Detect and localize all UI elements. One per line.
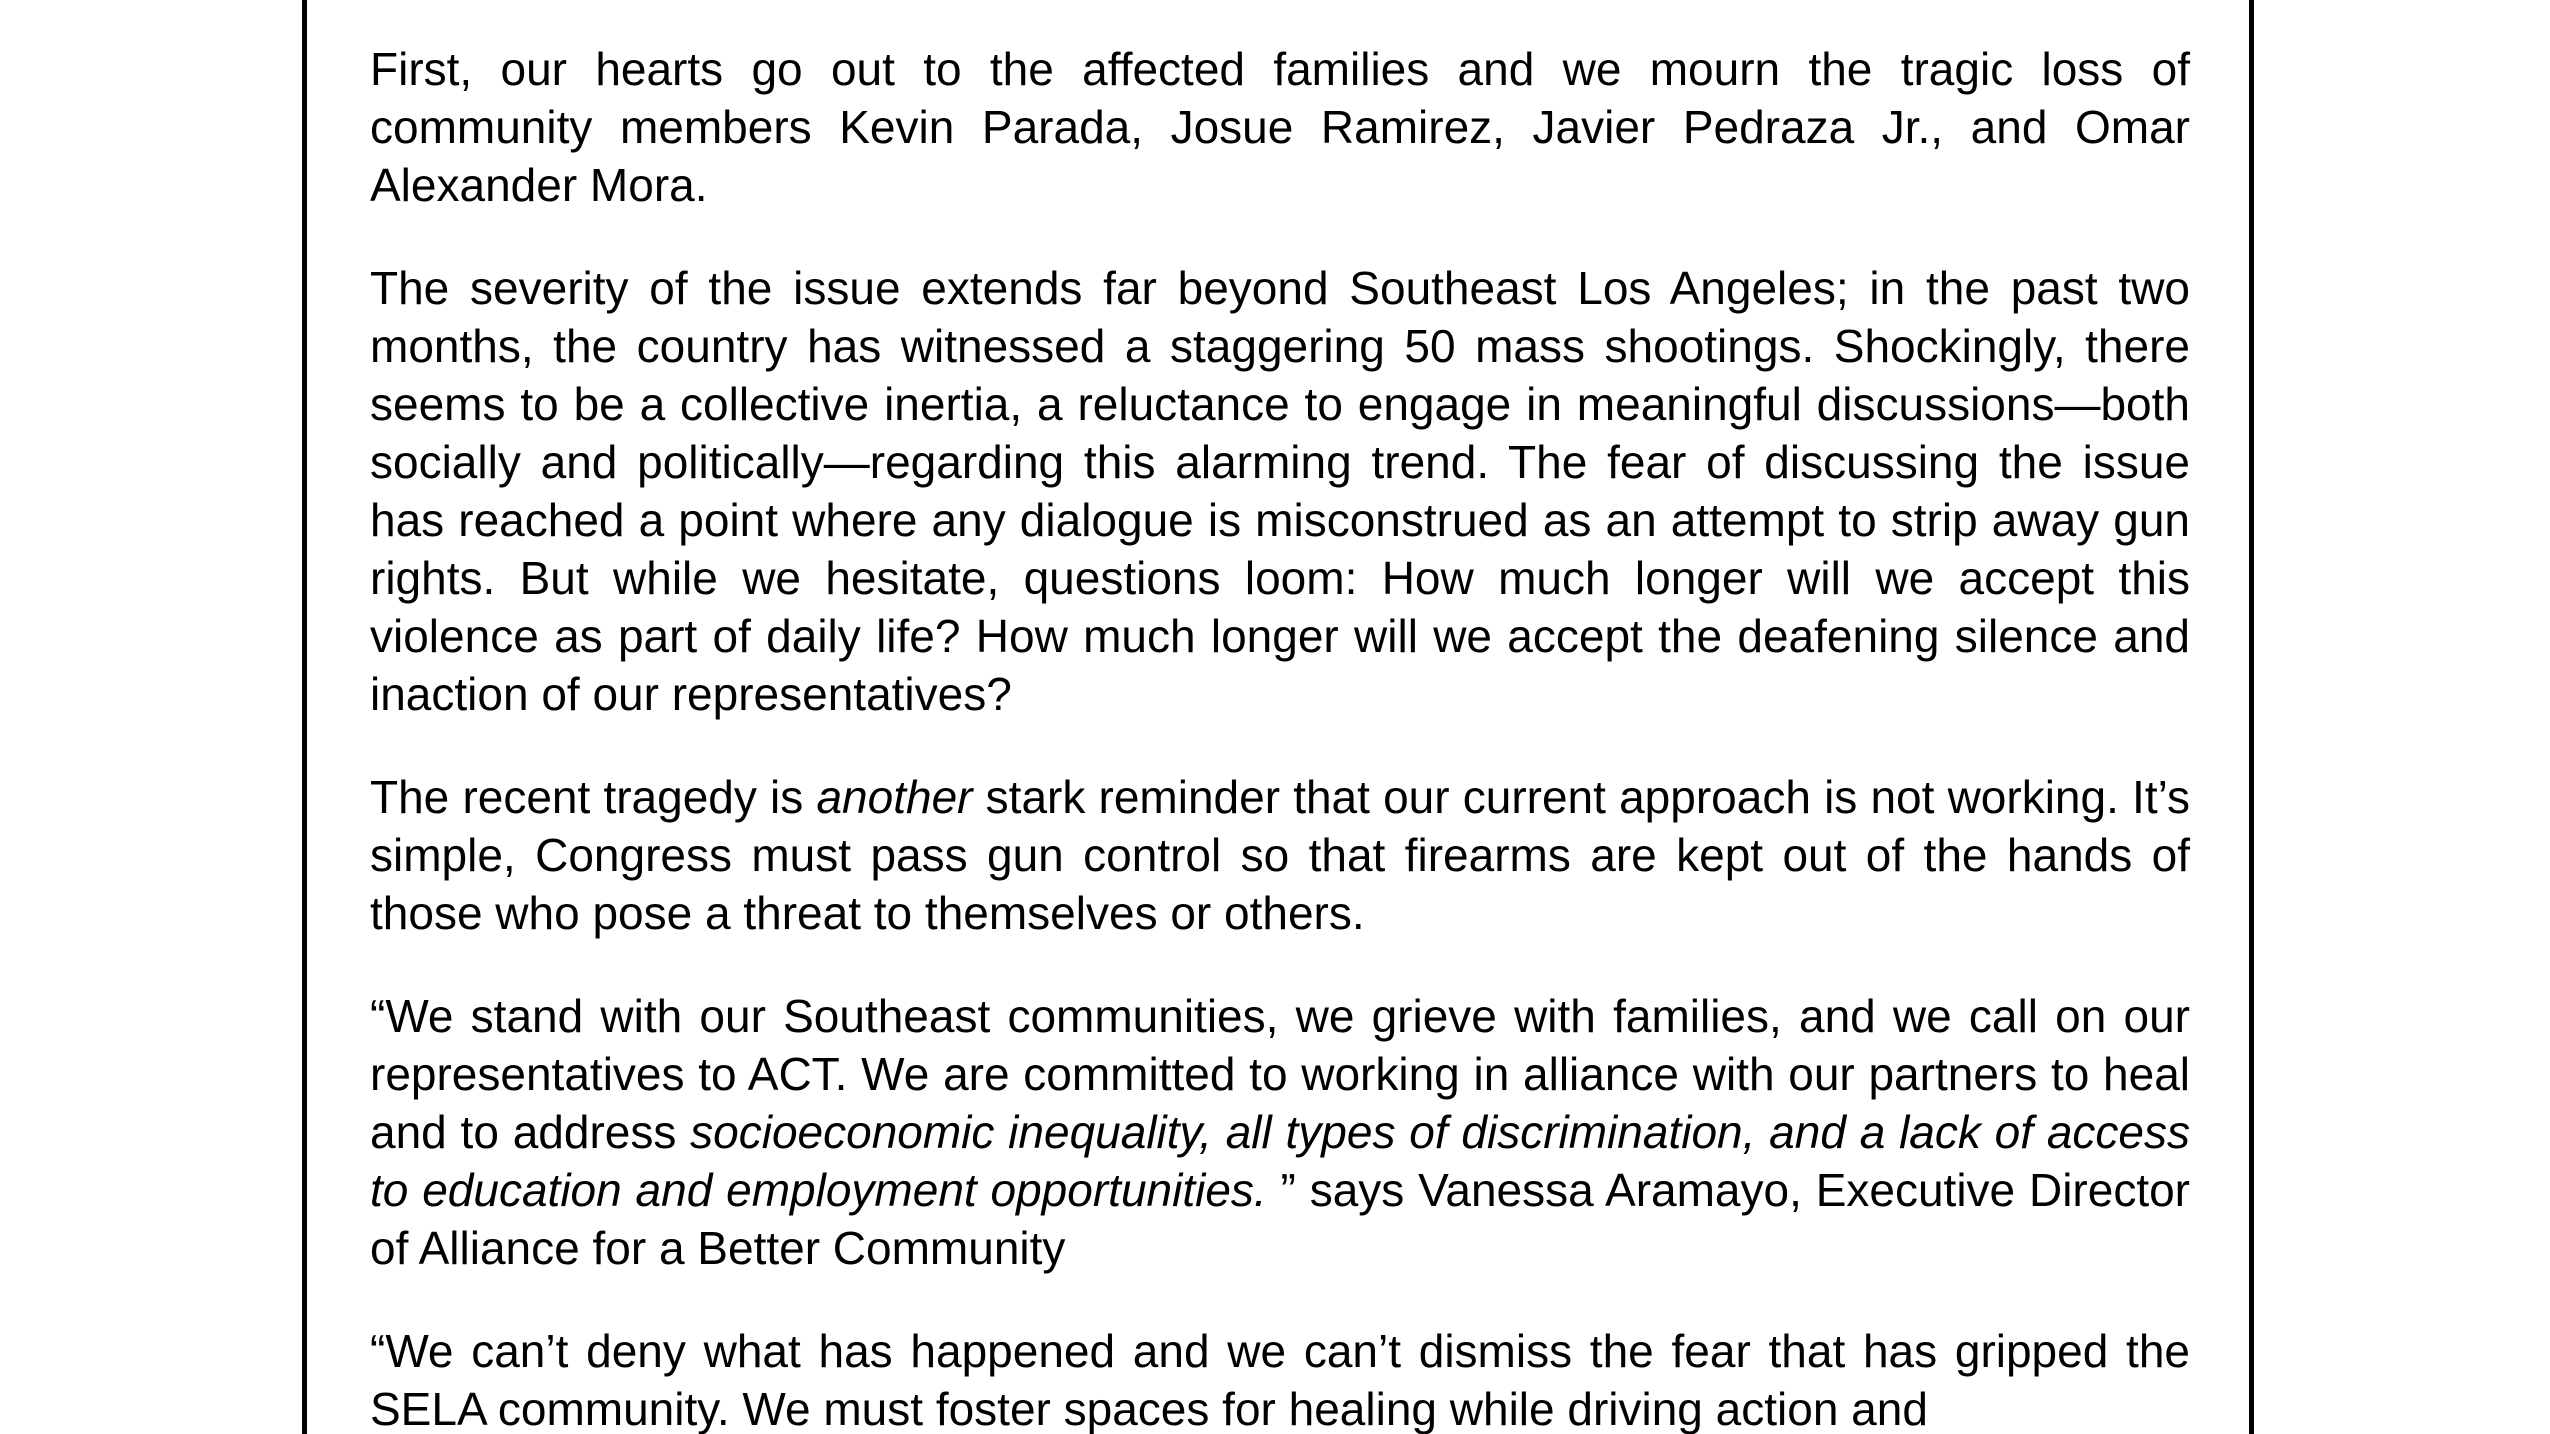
paragraph-text: “We can’t deny what has happened and we can’t dismiss the fear that has gripped the SELA community. We must foster spaces for healing while driving action and bbox=[370, 1325, 2190, 1434]
paragraph-text-after: ” says Vanessa Aramayo, Executive Director of Alliance for a Better Community bbox=[370, 1164, 2190, 1274]
paragraph-quote-sela bbox=[370, 1322, 2190, 1434]
paragraph-italic-text: socioeconomic inequality, all types of discrimination, and a lack of access to education and employment opportunities. bbox=[370, 1106, 2190, 1216]
paragraph-recent-tragedy bbox=[370, 768, 2190, 942]
paragraph-text-after: stark reminder that our current approach is not working. It’s simple, Congress must pass gun control so that firearms are kept out of the hands of those who pose a threat to themselves or others. bbox=[370, 771, 2190, 939]
paragraph-italic-text: another bbox=[816, 771, 973, 823]
paragraph-quote-aramayo bbox=[370, 987, 2190, 1277]
paragraph-text-before: The recent tragedy is bbox=[370, 771, 817, 823]
paragraph-condolences bbox=[370, 40, 2190, 214]
paragraph-text-before: “We stand with our Southeast communities, we grieve with families, and we call on our representatives to ACT. We are committed to working in alliance with our partners to heal and to address bbox=[370, 990, 2190, 1158]
paragraph-severity bbox=[370, 259, 2190, 723]
paragraph-text: First, our hearts go out to the affected families and we mourn the tragic loss of community members Kevin Parada, Josue Ramirez, Javier Pedraza Jr., and Omar Alexander Mora. bbox=[370, 43, 2190, 211]
paragraph-text: The severity of the issue extends far beyond Southeast Los Angeles; in the past two months, the country has witnessed a staggering 50 mass shootings. Shockingly, there seems to be a collective inertia, a reluctance to engage in meaningful discussions—both socially and politically—regarding this alarming trend. The fear of discussing the issue has reached a point where any dialogue is misconstrued as an attempt to strip away gun rights. But while we hesitate, questions loom: How much longer will we accept this violence as part of daily life? How much longer will we accept the deafening silence and inaction of our representatives? bbox=[370, 262, 2190, 720]
document-body bbox=[370, 40, 2190, 1434]
